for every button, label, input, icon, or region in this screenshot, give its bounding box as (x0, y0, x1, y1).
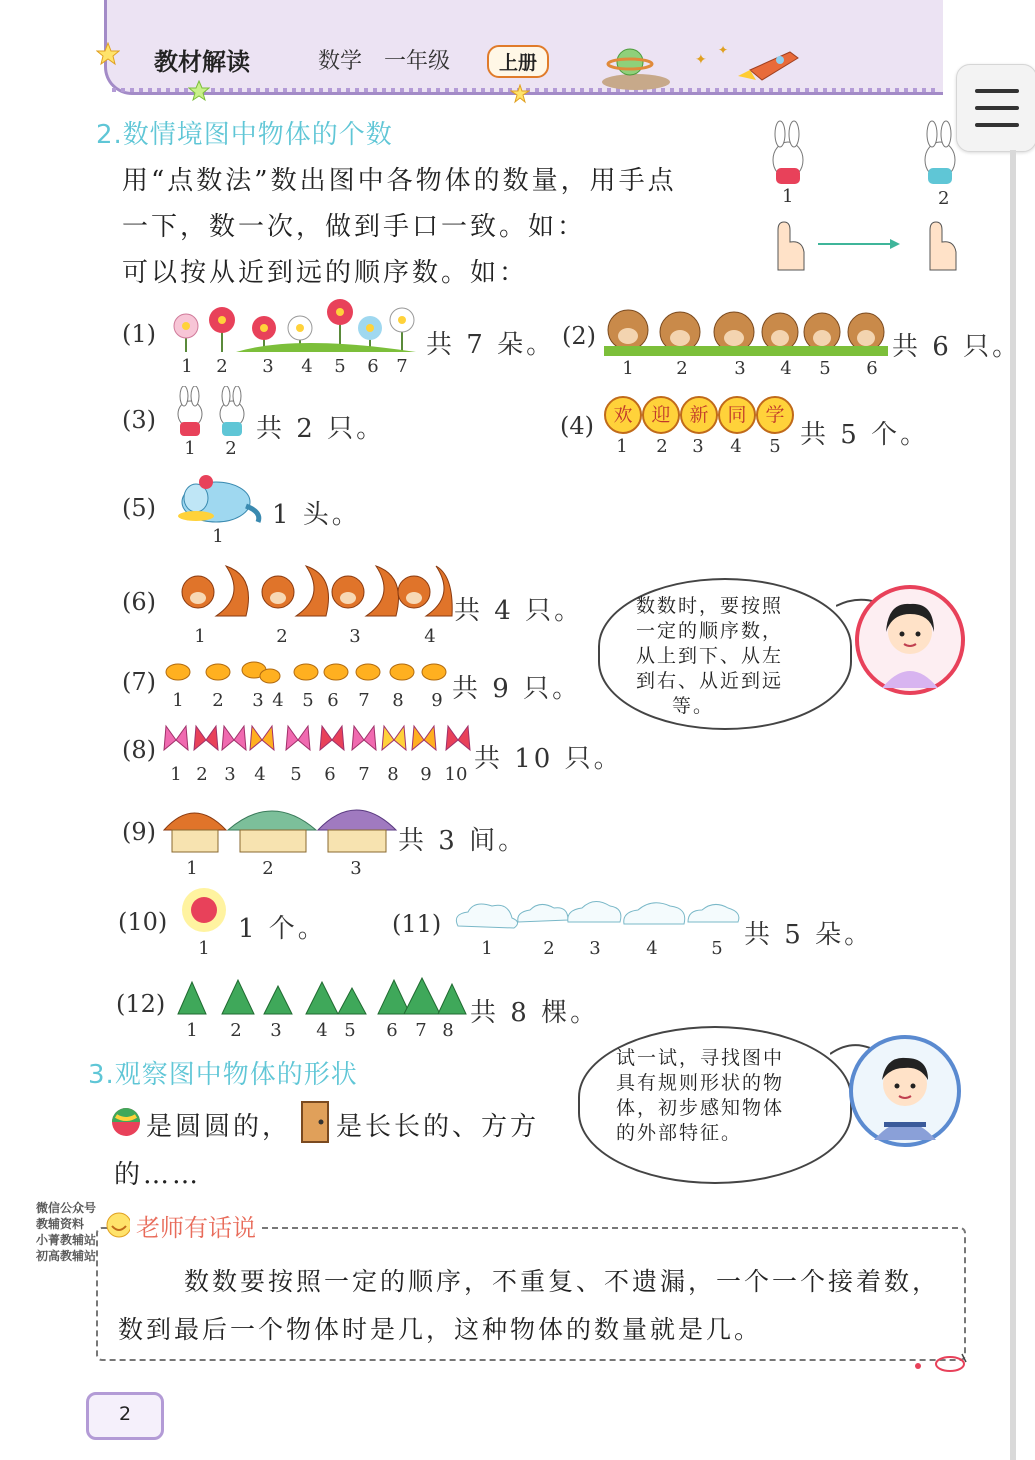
finger-number: 1 (782, 186, 794, 207)
count-number: 2 (676, 358, 688, 379)
count-number: 6 (367, 356, 379, 377)
rabbit-icon (925, 121, 955, 184)
bubble-text: 试一试，寻找图中 具有规则形状的物 体，初步感知物体 的外部特征。 (616, 1047, 785, 1144)
watermark: 微信公众号 教辅资料 小菁教辅站 初高教辅站 (36, 1201, 97, 1263)
star-icon (96, 42, 120, 66)
count-number: 1 (181, 356, 193, 377)
item-total: 共 6 只。 (892, 332, 1022, 362)
item-total: 1 头。 (272, 500, 361, 530)
count-number: 6 (327, 690, 339, 711)
menu-icon (975, 106, 1019, 110)
count-number: 1 (481, 938, 493, 959)
badge-char: 同 (718, 396, 756, 434)
intro-line: 一下，数一次，做到手口一致。如： (122, 212, 587, 242)
intro-line: 用“点数法”数出图中各物体的数量，用手点 (122, 166, 677, 196)
page-number: 2 (118, 1403, 132, 1425)
clouds-illustration (452, 896, 744, 936)
count-number: 7 (396, 356, 408, 377)
count-number: 4 (780, 358, 792, 379)
item-label: (6) (122, 588, 156, 616)
count-number: 9 (420, 764, 432, 785)
header-title: 教材解读 (154, 48, 250, 76)
item-total: 共 8 棵。 (470, 998, 600, 1028)
count-number: 8 (392, 690, 404, 711)
item-total: 1 个。 (238, 914, 327, 944)
count-number: 2 (262, 858, 274, 879)
space-rocket-illustration (600, 40, 810, 92)
count-number: 2 (225, 438, 237, 459)
item-label: (10) (118, 908, 168, 936)
shape-text: 是长长的、方方 (336, 1112, 540, 1142)
count-number: 8 (442, 1020, 454, 1041)
birds-illustration (162, 656, 452, 690)
mushroom-houses-illustration (160, 796, 400, 854)
elephant-illustration (166, 472, 266, 528)
rabbit-icon (773, 121, 803, 184)
count-number: 4 (646, 938, 658, 959)
count-number: 1 (184, 438, 196, 459)
intro-line: 可以按从近到远的顺序数。如： (122, 258, 529, 288)
count-number: 4 (254, 764, 266, 785)
count-number: 5 (334, 356, 346, 377)
item-label: (12) (116, 990, 166, 1018)
item-label: (4) (560, 412, 594, 440)
item-total: 共 5 个。 (800, 420, 930, 450)
boy-avatar (848, 1034, 962, 1148)
item-label: (7) (122, 668, 156, 696)
header-grade: 一年级 (384, 49, 451, 74)
count-number: 5 (819, 358, 831, 379)
count-number: 1 (622, 358, 634, 379)
badge-char: 迎 (642, 396, 680, 434)
count-number: 4 (424, 626, 436, 647)
count-number: 3 (252, 690, 264, 711)
swirl-decoration (910, 1350, 970, 1380)
bubble-text: 数数时，要按照 一定的顺序数， 从上到下、从左 到右、从近到远 等。 (636, 595, 784, 717)
count-number: 5 (290, 764, 302, 785)
item-label: (3) (122, 406, 156, 434)
count-number: 6 (386, 1020, 398, 1041)
finger-number: 2 (938, 188, 950, 209)
count-number: 1 (170, 764, 182, 785)
item-total: 共 9 只。 (452, 674, 582, 704)
item-total: 共 3 间。 (398, 826, 528, 856)
item-label: (2) (562, 322, 596, 350)
trees-illustration (176, 976, 468, 1020)
welcome-badges (604, 396, 794, 436)
svg-text:✦: ✦ (718, 43, 729, 57)
page-number-box (86, 1392, 164, 1440)
item-label: (1) (122, 320, 156, 348)
count-number: 4 (730, 436, 742, 457)
item-label: (8) (122, 736, 156, 764)
teacher-tip-title: 老师有话说 (130, 1208, 262, 1243)
bears-illustration (604, 302, 890, 358)
count-number: 5 (769, 436, 781, 457)
count-number: 2 (216, 356, 228, 377)
count-number: 10 (444, 764, 468, 785)
count-number: 2 (196, 764, 208, 785)
count-number: 5 (711, 938, 723, 959)
count-number: 3 (270, 1020, 282, 1041)
item-total: 共 2 只。 (256, 414, 386, 444)
count-number: 3 (262, 356, 274, 377)
svg-text:✦: ✦ (695, 52, 707, 68)
flowers-illustration (166, 298, 426, 354)
count-number: 9 (431, 690, 443, 711)
door-icon (300, 1100, 330, 1144)
butterflies-illustration (162, 720, 474, 760)
count-number: 7 (415, 1020, 427, 1041)
count-number: 3 (734, 358, 746, 379)
count-number: 2 (656, 436, 668, 457)
count-number: 4 (316, 1020, 328, 1041)
count-number: 2 (543, 938, 555, 959)
count-number: 1 (616, 436, 628, 457)
star-icon (510, 84, 530, 104)
count-number: 1 (186, 1020, 198, 1041)
count-number: 2 (230, 1020, 242, 1041)
item-label: (11) (392, 910, 442, 938)
badge-char: 欢 (604, 396, 642, 434)
section-2-title: 2.数情境图中物体的个数 (96, 120, 393, 150)
count-number: 7 (358, 690, 370, 711)
count-number: 3 (349, 626, 361, 647)
item-total: 共 4 只。 (454, 596, 584, 626)
section-3-title: 3.观察图中物体的形状 (88, 1060, 358, 1090)
count-number: 2 (276, 626, 288, 647)
count-number: 3 (224, 764, 236, 785)
shape-text: 是圆圆的， (146, 1112, 292, 1142)
badge-char: 新 (680, 396, 718, 434)
ball-icon (110, 1106, 142, 1138)
count-number: 3 (350, 858, 362, 879)
menu-icon (975, 89, 1019, 93)
count-number: 3 (692, 436, 704, 457)
count-number: 5 (344, 1020, 356, 1041)
count-number: 3 (589, 938, 601, 959)
count-number: 1 (212, 526, 224, 547)
count-number: 6 (324, 764, 336, 785)
item-total: 共 5 朵。 (744, 920, 874, 950)
count-number: 4 (272, 690, 284, 711)
count-number: 7 (358, 764, 370, 785)
count-number: 2 (212, 690, 224, 711)
menu-icon (975, 123, 1019, 127)
count-number: 5 (302, 690, 314, 711)
sun-icon (180, 886, 230, 936)
girl-avatar (854, 584, 966, 696)
header-volume-badge: 上册 (487, 45, 549, 78)
count-number: 1 (186, 858, 198, 879)
item-label: (9) (122, 818, 156, 846)
item-total: 共 10 只。 (474, 744, 623, 774)
squirrels-illustration (166, 556, 456, 626)
count-number: 1 (172, 690, 184, 711)
badge-char: 学 (756, 396, 794, 434)
teacher-tip-text: 数数要按照一定的顺序，不重复、不遗漏，一个一个接着数，数到最后一个物体时是几，这种物体的数量就是几。 (118, 1267, 941, 1344)
count-number: 1 (194, 626, 206, 647)
count-number: 4 (301, 356, 313, 377)
item-label: (5) (122, 494, 156, 522)
star-icon (188, 80, 210, 102)
count-number: 8 (387, 764, 399, 785)
item-total: 共 7 朵。 (426, 330, 556, 360)
count-number: 6 (866, 358, 878, 379)
shape-text: 的…… (114, 1160, 202, 1190)
rabbits-illustration (168, 386, 258, 438)
count-number: 1 (198, 938, 210, 959)
header-subject: 数学 (318, 49, 363, 74)
